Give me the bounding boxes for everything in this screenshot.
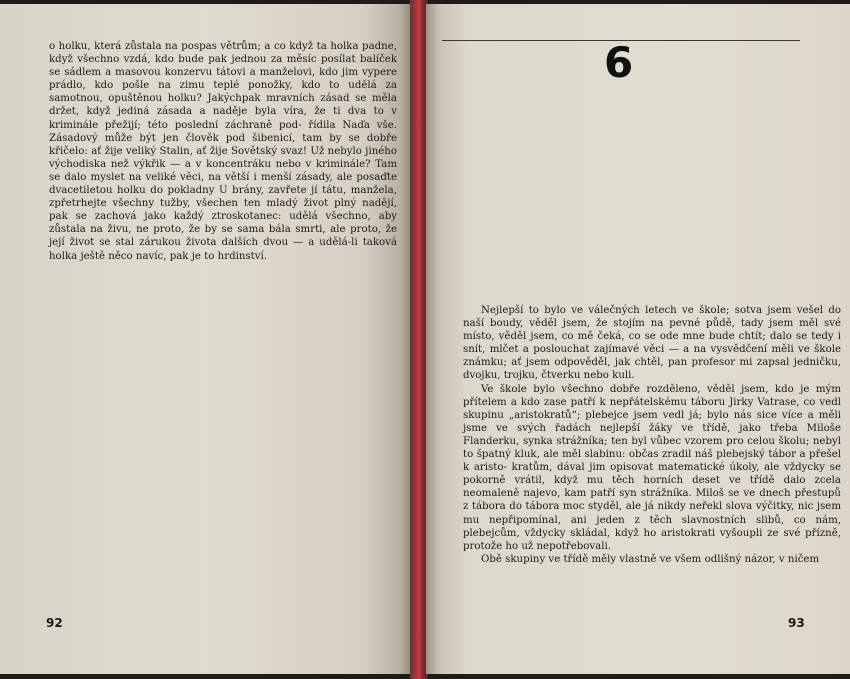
- right-paragraph-2: [463, 383, 841, 553]
- right-page-text: [463, 304, 841, 566]
- text-line: Nejlepší to bylo ve válečných letech ve škole; sotva jsem vešel do: [481, 305, 841, 316]
- right-page: [426, 4, 850, 674]
- text-line: ne proto, že by se sama bála smrti, ale proto, že její život se stal zárukou: [49, 224, 398, 249]
- text-line: Tam se dalo myslet na veliké věci, na větší i menší zásady, ale posaďte: [49, 158, 397, 183]
- text-line: a masovou konzervu tátovi a manželovi, kdo jim vypere prádlo, kdo pošle: [49, 67, 397, 92]
- text-line: kluk, ale měl slabinu: občas zradil náš plebejský tábor a přešel k aristo-: [463, 449, 841, 474]
- text-line: známku; ať jsem odpověděl, jak chtěl, pan profesor mi zapsal jedničku,: [463, 357, 841, 369]
- page-number-left: 92: [46, 616, 63, 630]
- text-line: skupinu „aristokratů“; plebejce jsem vedl já; bylo nás sice více a měli: [463, 409, 841, 421]
- text-line: byla víra, že ti dva to v kriminále přežijí; této poslední záchraně pod-: [49, 106, 397, 131]
- text-line: všechno vzdá, kdo bude pak jednou za měsíc posílat balíček se sádlem: [49, 54, 397, 79]
- text-line: života dalších dvou — a udělá-li taková holka ještě něco navíc, pak je: [49, 237, 397, 262]
- text-line: o holku, která zůstala na pospas větrům; a co když ta holka padne, když: [49, 41, 397, 66]
- text-line: dvacetiletou holku do pokladny U brány, zavřete jí tátu, manžela,: [49, 185, 397, 197]
- left-page: [0, 4, 412, 674]
- text-line: na zimu teplé ponožky, kdo to udělá za samotnou, opuštěnou holku?: [49, 80, 397, 105]
- text-line: kratům, dával jim opisovat matematické úkoly, ale vždycky se pokorně: [463, 462, 841, 487]
- text-line: moc styděl, ale já nikdy neřekl slova výčitky, nic jsem mu nepřipomínal,: [463, 501, 841, 526]
- text-line: to hrdinství.: [204, 250, 267, 262]
- text-line: místo, věděl jsem, co mě čeká, co se ode mne bude chtít; dalo se tedy: [463, 331, 834, 343]
- page-number-right: 93: [788, 616, 805, 630]
- text-line: řídila Naďa vše. Zásadový může být jen člověk pod šibenicí, tam by se: [49, 119, 397, 144]
- text-line: dvojku, trojku, čtverku nebo kuli.: [463, 370, 635, 382]
- left-paragraph: [49, 40, 397, 263]
- text-line: dobře křičelo: ať žije veliký Stalin, ať žije Sovětský svaz! Už nebylo: [49, 132, 397, 157]
- text-line: synka strážníka; ten byl vůbec vzorem pro celou školu; nebyl to špatný: [463, 435, 841, 461]
- text-line: jsme ve svých řadách nejlepší žáky ve třídě, jako třeba Miloše Flanderku,: [463, 422, 841, 447]
- text-line: i snít, mlčet a poslouchat zajímavé věci — a na vysvědčení měli ve škole: [463, 331, 841, 356]
- text-line: zpřetrhejte všechny tužby, všechen ten mladý život plný nadějí, pak: [49, 198, 397, 223]
- right-paragraph-3: [463, 553, 841, 566]
- chapter-number: 6: [604, 38, 634, 87]
- text-line: jiného východiska než výkřik — a v koncentráku nebo v kriminále?: [49, 145, 397, 170]
- text-line: Obě skupiny ve třídě měly vlastně ve všem odlišný názor, v ničem: [481, 553, 820, 565]
- text-line: Ve škole bylo všechno dobře rozděleno, věděl jsem, kdo je mým: [481, 383, 841, 395]
- text-line: když ho aristokrati vyšoupli ze své přízně, protože ho už nepotřebovali.: [463, 527, 841, 552]
- text-line: přítelem a kdo zase patří k nepřátelskému táboru Jirky Vatrase, co vedl: [463, 396, 841, 408]
- text-line: naší boudy, věděl jsem, že stojím na pevné půdě, tady jsem měl své: [463, 318, 841, 330]
- text-line: Jakýchpak mravních zásad se měla držet, když jediná zásada a naděje: [49, 93, 397, 118]
- text-line: vrátil, když mu těch horních deset ve třídě dalo zcela neomaleně najevo,: [463, 475, 841, 500]
- text-line: se zachová jako každý ztroskotanec: udělá všechno, aby zůstala na živu,: [49, 211, 397, 236]
- text-line: ani jeden z těch slavnostních slibů, co nám, plebejcům, vždycky skládal,: [463, 514, 841, 539]
- left-page-text: [49, 40, 397, 263]
- right-paragraph-1: [463, 304, 841, 383]
- text-line: kam patří syn strážníka. Miloš se ve dnech přestupů z tábora do tábora: [463, 488, 841, 513]
